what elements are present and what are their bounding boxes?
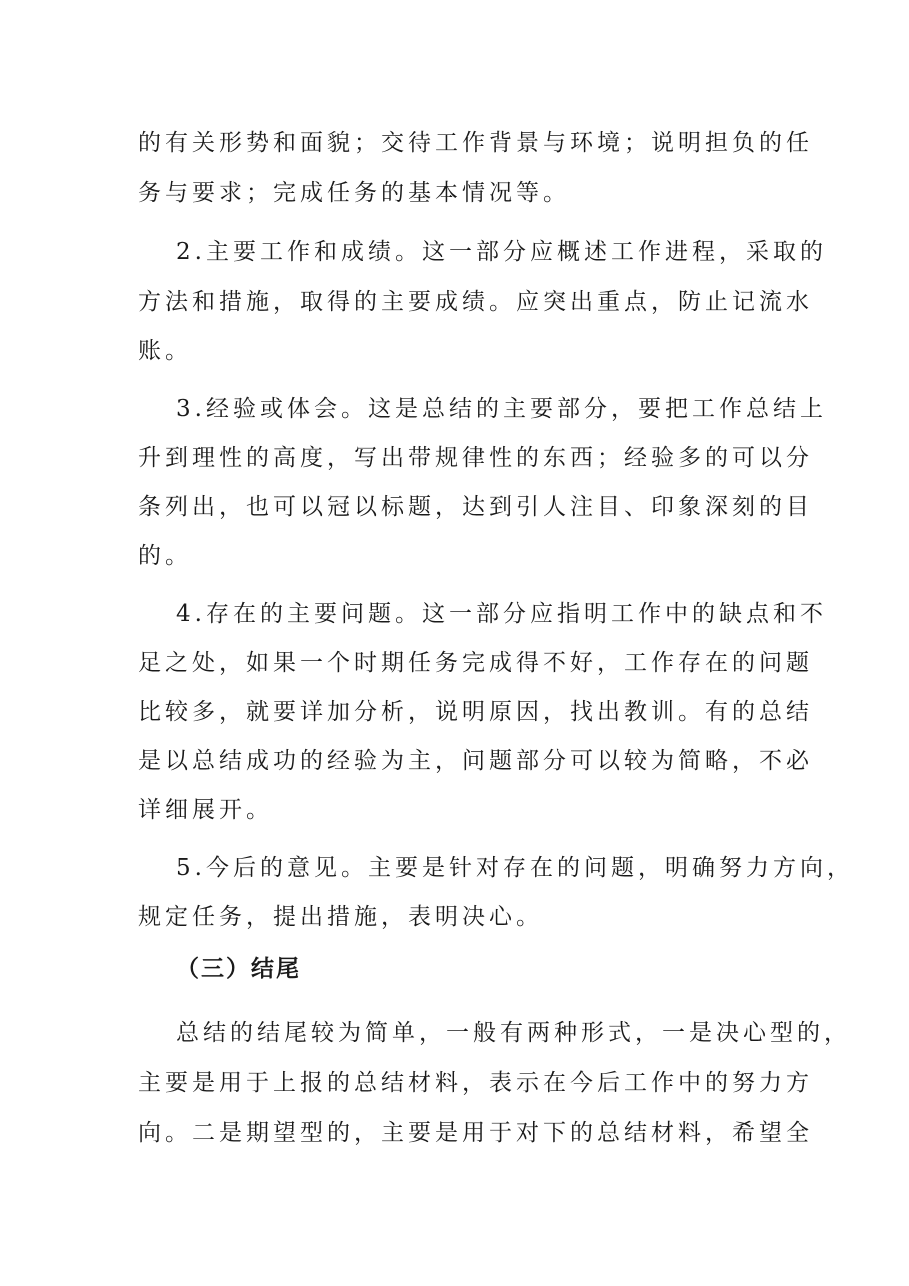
paragraph-line: 主要是用于上报的总结材料，表示在今后工作中的努力方: [138, 1070, 813, 1096]
paragraph-line: 比较多，就要详加分析，说明原因，找出教训。有的总结: [138, 699, 813, 725]
paragraph-line: 是以总结成功的经验为主，问题部分可以较为简略，不必: [138, 748, 813, 774]
paragraph-line: 规定任务，提出措施，表明决心。: [138, 904, 543, 930]
paragraph-line: 的。: [138, 543, 192, 569]
paragraph-line: 账。: [138, 338, 192, 364]
paragraph-line: 的有关形势和面貌；交待工作背景与环境；说明担负的任: [138, 130, 813, 156]
paragraph-line: 5.今后的意见。主要是针对存在的问题，明确努力方向，: [176, 855, 854, 881]
paragraph-line: 总结的结尾较为简单，一般有两种形式，一是决心型的，: [176, 1020, 851, 1046]
paragraph-line: 务与要求；完成任务的基本情况等。: [138, 180, 570, 206]
paragraph-line: 升到理性的高度，写出带规律性的东西；经验多的可以分: [138, 445, 813, 471]
paragraph-line: 方法和措施，取得的主要成绩。应突出重点，防止记流水: [138, 289, 813, 315]
paragraph-line: 3.经验或体会。这是总结的主要部分，要把工作总结上: [176, 396, 827, 422]
paragraph-line: 4.存在的主要问题。这一部分应指明工作中的缺点和不: [176, 601, 827, 627]
paragraph-line: 详细展开。: [138, 797, 273, 823]
section-heading: （三）结尾: [176, 956, 301, 982]
paragraph-line: 足之处，如果一个时期任务完成得不好，工作存在的问题: [138, 650, 813, 676]
paragraph-line: 条列出，也可以冠以标题，达到引人注目、印象深刻的目: [138, 494, 813, 520]
paragraph-line: 2.主要工作和成绩。这一部分应概述工作进程，采取的: [176, 239, 827, 265]
paragraph-line: 向。二是期望型的，主要是用于对下的总结材料，希望全: [138, 1120, 813, 1146]
